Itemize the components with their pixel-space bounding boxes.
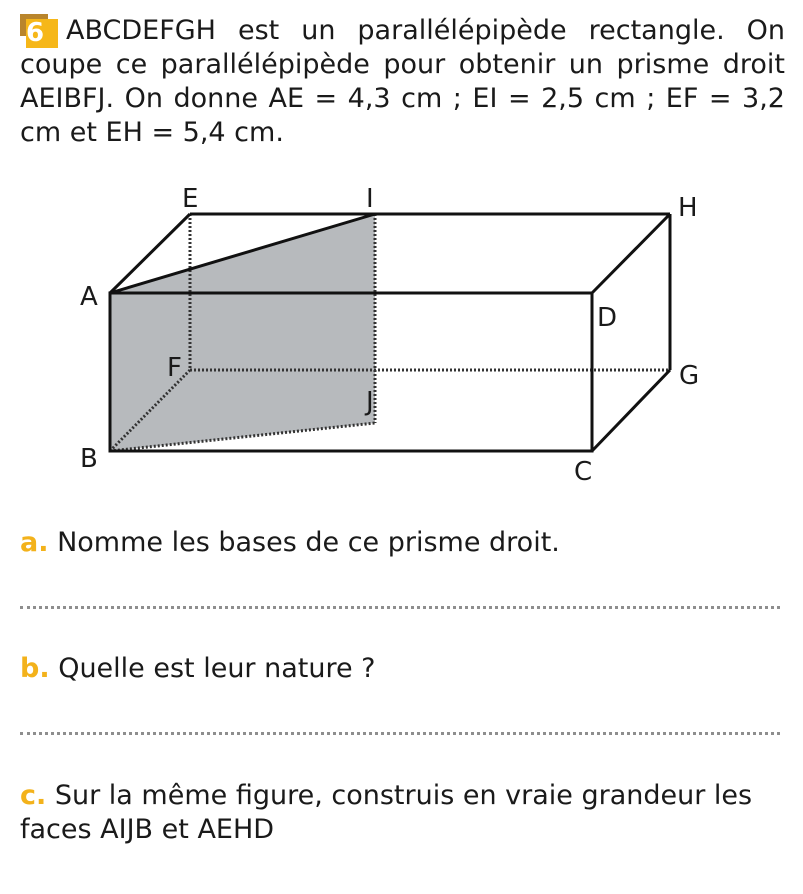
question-c-letter: c. xyxy=(20,780,47,811)
label-A: A xyxy=(80,282,98,312)
label-J: J xyxy=(366,387,374,417)
label-E: E xyxy=(182,184,199,214)
exercise-number: 6 xyxy=(26,19,58,48)
question-b xyxy=(20,652,785,686)
label-C: C xyxy=(574,457,593,487)
edge-HD xyxy=(592,214,670,293)
answer-line-b[interactable] xyxy=(20,732,780,735)
answer-line-a[interactable] xyxy=(20,606,780,609)
question-c xyxy=(20,779,785,847)
question-a-text: Nomme les bases de ce prisme droit. xyxy=(57,527,560,558)
label-I: I xyxy=(366,184,374,214)
question-a-letter: a. xyxy=(20,527,49,558)
exercise-statement xyxy=(20,14,785,150)
label-B: B xyxy=(80,444,98,474)
question-a xyxy=(20,526,785,560)
label-D: D xyxy=(597,303,618,333)
edge-GC xyxy=(592,370,670,451)
exercise-text: ABCDEFGH est un parallélépipède rectangle. On coupe ce parallélépipède pour obtenir un prisme droit AEIBFJ. On donne AE = 4,3 cm ; EI = 2,5 cm ; EF = 3,2 cm et EH = 5,4 cm. xyxy=(20,15,785,148)
question-b-letter: b. xyxy=(20,653,50,684)
shaded-face-AIJB xyxy=(110,214,375,451)
label-H: H xyxy=(678,193,698,223)
question-b-text: Quelle est leur nature ? xyxy=(58,653,376,684)
label-F: F xyxy=(167,353,182,383)
question-c-text: Sur la même figure, construis en vraie grandeur les faces AIJB et AEHD xyxy=(20,780,753,845)
parallelepiped-figure xyxy=(0,170,803,500)
label-G: G xyxy=(679,361,700,391)
exercise-number-badge xyxy=(20,14,60,48)
